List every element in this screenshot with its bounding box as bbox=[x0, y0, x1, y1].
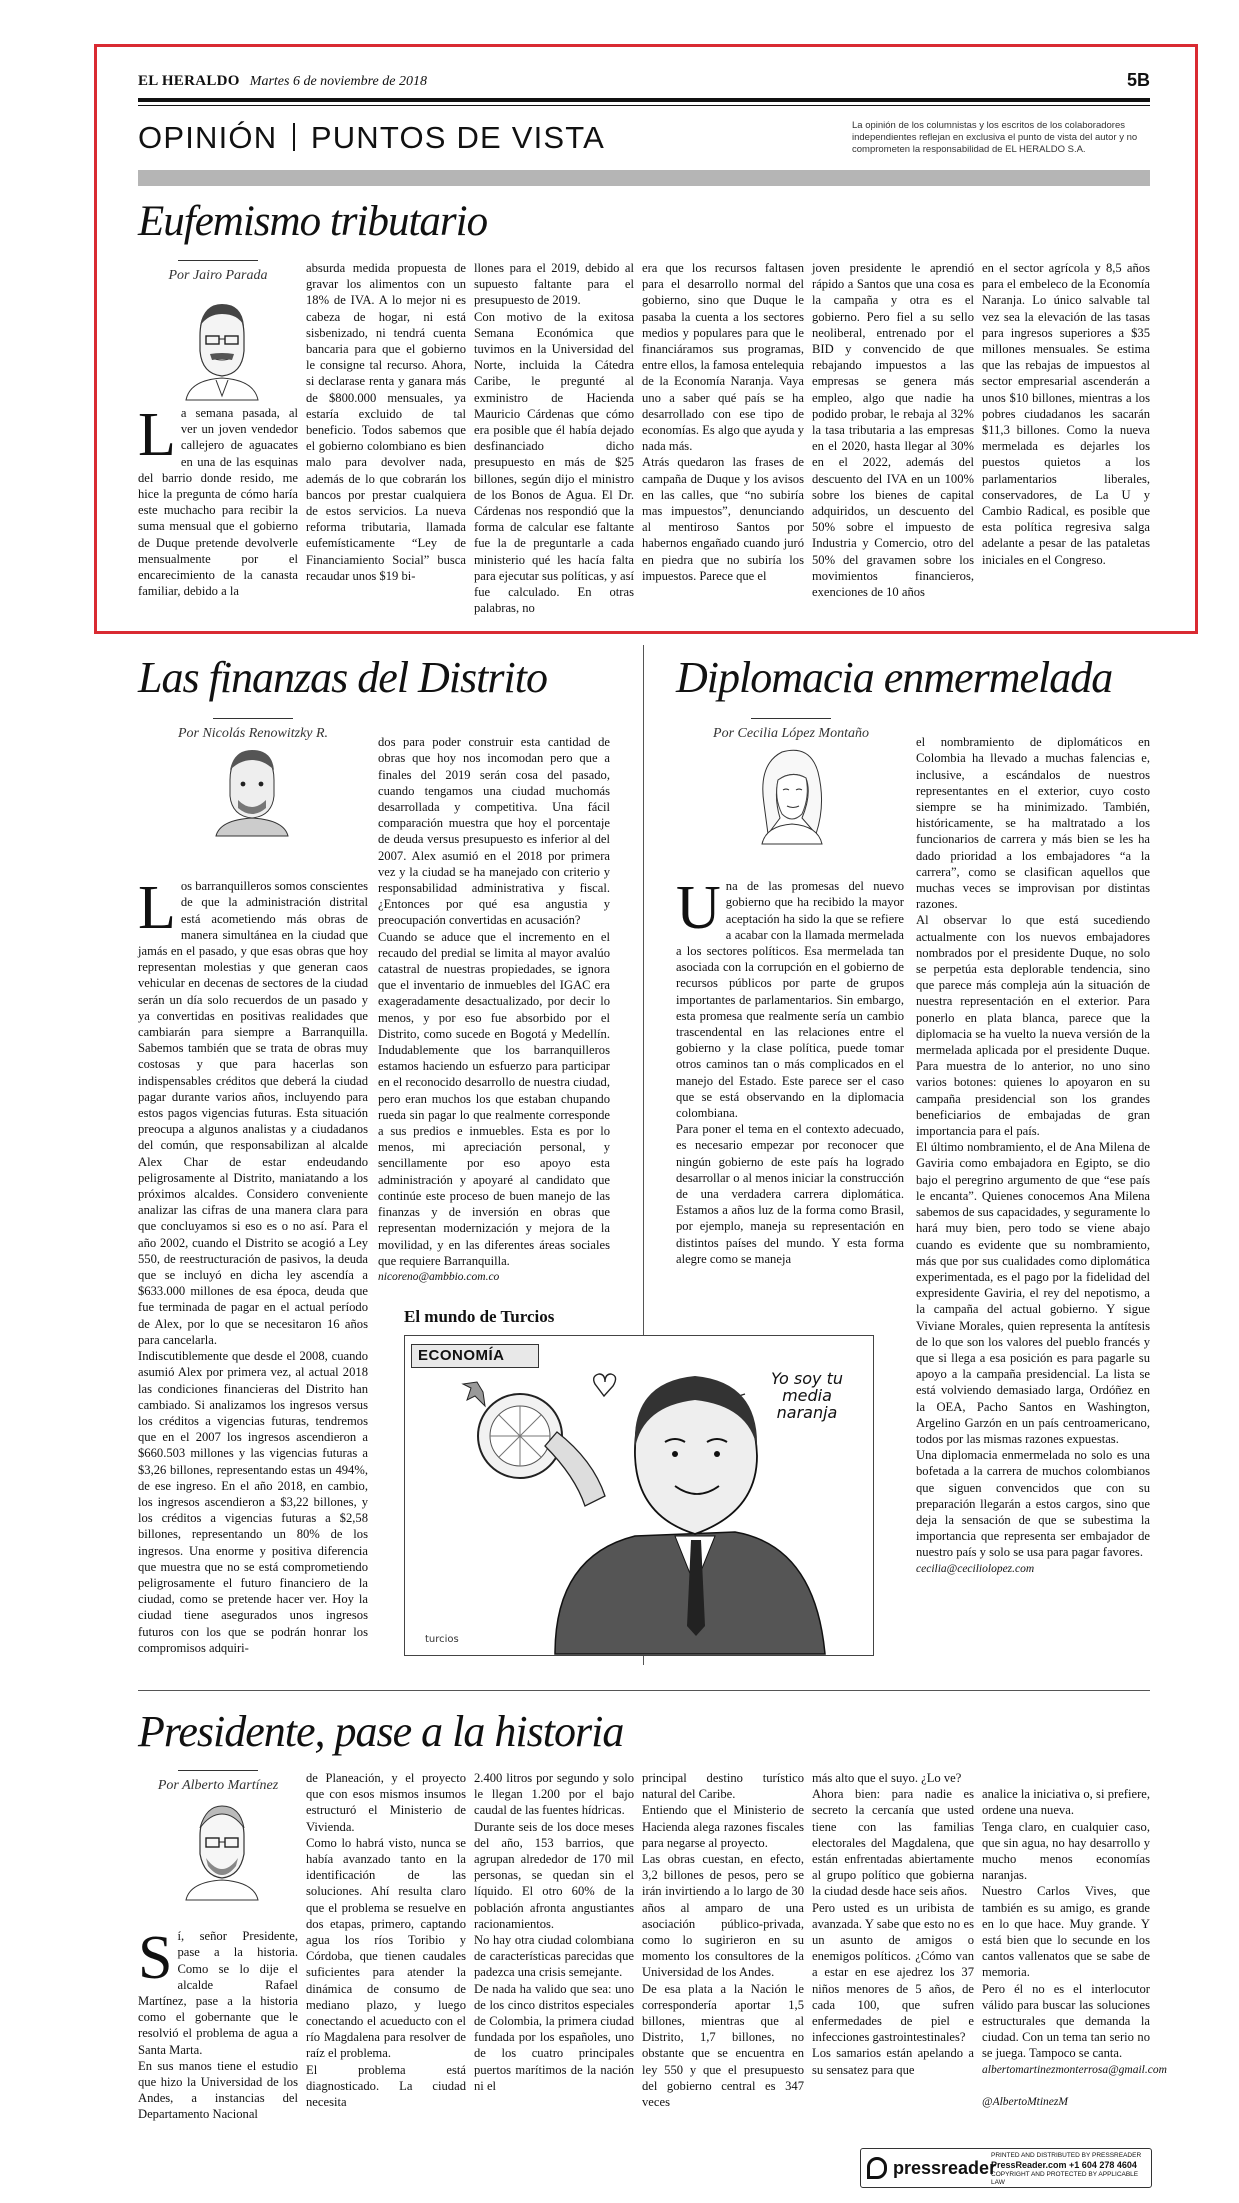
pressreader-line3: COPYRIGHT AND PROTECTED BY APPLICABLE LAW bbox=[991, 2171, 1139, 2186]
issue-date: Martes 6 de noviembre de 2018 bbox=[249, 74, 427, 89]
author-email[interactable]: albertomartinezmonterrosa@gmail.com bbox=[982, 2063, 1167, 2076]
article-byline bbox=[138, 1770, 298, 1795]
article-title: Presidente, pase a la historia bbox=[138, 1707, 624, 1756]
cartoon-signature: turcios bbox=[425, 1634, 459, 1645]
author-email[interactable]: nicoreno@ambbio.com.co bbox=[378, 1270, 500, 1283]
drop-cap: L bbox=[138, 401, 176, 469]
column-text: dos para poder construir esta cantidad de obras que hoy nos incomodan pero que a finales del 2019 serán cosa del pasado, cuando tengamos una ciudad muchomás desarrollada y competitiva. Una fácil comparación muestra que hoy el porcentaje de deuda versus presupuesto es inferior al del 2007. Alex asumió en el 2018 por primera vez y la ciudad se ha manejado con criterio y responsabilidad administrativa y fiscal. ¿Entonces por qué esa angustia y preocupación convertidas en acusación? Cuando se aduce que el incremento en el recaudo del predial se limita al mayor avalúo catastral de nuestras propiedades, se ignora que el inventario de inmuebles del IGAC era exageradamente desactualizado, por decir lo menos, y por eso fue absorbido por el Distrito, como sucede en Bogotá y Medellín. Indudablemente que los barranquilleros estamos haciendo un esfuerzo para participar en el reconocido desarrollo de nuestra ciudad, pero eran muchos los que estaban chupando rueda sin pagar lo que realmente corresponde a sus predios e inmuebles. Esta es por lo menos, mi apreciación personal, y sencillamente por eso apoyo esta administración y apoyaré al candidato que continúe este proceso de buen manejo de las finanzas y de inversión en obras que representan modernización y mejora de la movilidad, y en las diferentes áreas sociales que requiere Barranquilla. bbox=[378, 735, 610, 1268]
article-column: era que los recursos faltasen para el desarrollo normal del gobierno, sino que Duque le pasaba la cuenta a los sectores medios y populares para que le financiáramos sus programas, entre ellos, la famosa entelequia de la Economía Naranja. Vaya uno a saber qué país se ha desarrollado con ese tipo de economías. Es algo que ayuda y nada más. Atrás quedaron las frases de campaña de Duque y los avisos en las calles, que “no subiría mas impuestos”, denunciando al mentiroso Santos por habernos engañado cuando juró en piedra que no subiría los impuestos. Parece que el bbox=[642, 261, 804, 583]
article-byline bbox=[138, 718, 368, 743]
pressreader-badge[interactable] bbox=[860, 2148, 1152, 2188]
article-column bbox=[676, 862, 904, 1287]
byline-rule bbox=[751, 718, 831, 719]
article-column: de Planeación, y el proyecto que con esos mismos insumos estructuró el Ministerio de Vivienda. Como lo habrá visto, nunca se había avanzado tanto en la identificación de las soluciones. Ahí resulta claro que el problema se resuelve en dos etapas, primero, captando agua los ríos Toribio y Córdoba, que tienen caudales suficientes para atender la dinámica de consumo de mediano plazo, y luego conectando el acueducto con el río Magdalena para resolver de raíz el problema. El problema está diagnosticado. La ciudad necesita bbox=[306, 1771, 466, 2110]
pressreader-brand: pressreader bbox=[893, 2157, 997, 2178]
article-column: 2.400 litros por segundo y solo le llegan 1.200 por el bajo caudal de las fuentes hídricas. Durante seis de los doce meses del año, 153 barrios, que agrupan alrededor de 170 mil personas, se quedan sin el líquido. El otro 60% de la población afronta angustiantes racionamientos. No hay otra ciudad colombiana de características parecidas que padezca una crisis semejante. De nada ha valido que sea: uno de los cinco distritos especiales de Colombia, la primera ciudad fundada por los españoles, uno de los cuatro principales puertos marítimos de la nación ni el bbox=[474, 1771, 634, 2093]
author-portrait bbox=[752, 744, 832, 844]
article-title: Eufemismo tributario bbox=[138, 198, 488, 245]
byline-text: Por Alberto Martínez bbox=[157, 1778, 279, 1793]
article-column bbox=[138, 862, 368, 1655]
article-column: llones para el 2019, debido al supuesto faltante para el presupuesto de 2019. Con motivo de la exitosa Semana Económica que tuvimos en la Universidad del Norte, incluida la Cátedra Caribe, le pregunté al exministro de Hacienda Mauricio Cárdenas que cómo era posible que él había dejado desfinanciado dicho presupuesto en más de $25 billones, según dijo el ministro de los Bonos de Agua. El Dr. Cárdenas nos respondió que la forma de calcular ese faltante fue la de preguntarle a cada ministerio qué les hacía falta para ejecutar sus políticas, y así fue calculado. En otras palabras, no bbox=[474, 261, 634, 616]
article-title: Diplomacia enmermelada bbox=[676, 653, 1113, 702]
article-title: Las finanzas del Distrito bbox=[138, 653, 547, 702]
column-text: el nombramiento de diplomáticos en Colombia ha llevado a muchas falencias e, inclusive, a escándalos de nuestros representantes en el exterior, cuyo costo siempre se ha minimizado. También, históricamente, se ha maltratado a los funcionarios de carrera y más bien se les ha dado prioridad a los embajadores “a la carrera”, como se clasifican aquellos que muchas veces se improvisan por distintas razones. Al observar lo que está sucediendo actualmente con los nuevos embajadores nombrados por el presidente Duque, no solo se perpetúa esta deplorable tendencia, sino que parece más compleja aún la situación de nuestra representación en el exterior. Para ponerlo en plata blanca, parece que la diplomacia se ha vuelto la nueva versión de la mermelada aplicada por el presidente Duque. Para muestra de lo anterior, no uno sino varios botones: quienes lo apoyaron en su campaña presidencial son los grandes beneficiarios de embajadas de gran importancia para el país. El último nombramiento, el de Ana Milena de Gaviria como embajadora en Egipto, se dio bajo el peregrino argumento de que “ese país le encanta”. Quienes conocemos Ana Milena sabemos de sus capacidades, y seguramente lo hará muy bien, pero todo se viene abajo cuando es evidente que su nombramiento, más que por sus cualidades como diplomática experimentada, es el pago por la fidelidad del expresidente Gaviria, el rey del nepotismo, a la campaña del actual gobierno. Y sigue Viviane Morales, quien representa la antítesis de lo que son los valores del pueblo francés y que si llega a esa posición es para pagarle su apoyo a la campaña presidencial. La lista se está volviendo demasiado larga, Ordóñez en la OEA, Pacho Santos en Washington, Argelino Garzón en un país centroamericano, todos por las mismas razones expuestas. Una diplomacia enmermelada no solo es una bofetada a la carrera de muchos colombianos que siguen convencidos que con su preparación llegarán a estos cargos, sino que deja la sensación de que se subestima la importancia que representa ser embajador de nuestro país y solo se usa para pagar favores. bbox=[916, 735, 1150, 1560]
article-column: joven presidente le aprendió rápido a Santos que una cosa es la campaña y otra es el gobierno. Pero fiel a su sello neoliberal, entrenado por el BID y convencido de que rebajando impuestos a las empresas se genera más empleo, algo que nadie ha podido probar, le rebaja al 32% la tasa tributaria a las empresas en el 2020, hasta llegar al 30% en el 2022, además del descuento del IVA en un 100% sobre los bienes de capital adquiridos, un descuento del 50% sobre el impuesto de Industria y Comercio, otro del 50% del gravamen sobre los movimientos financieros, exenciones de 10 años bbox=[812, 261, 974, 600]
article-column bbox=[378, 718, 610, 1288]
drop-cap: L bbox=[138, 874, 176, 943]
section-disclaimer: La opinión de los columnistas y los escritos de los colaboradores independientes reflejan en exclusiva el punto de vista del autor y no comprometen la responsabilidad de EL HERALDO S.A. bbox=[852, 120, 1138, 155]
article-column: más alto que el suyo. ¿Lo ve? Ahora bien: para nadie es secreto la cercanía que usted tiene con las familias electorales del Magdalena, que están enfrentadas abiertamente al grupo político que gobierna la ciudad desde hace seis años. Pero usted es un uribista de avanzada. Y sabe que esto no es un asunto de amigos o enemigos políticos. ¿Cómo van a estar en ese ajedrez los 37 niños menores de 5 años, de cada 100, que sufren enfermedades de piel e infecciones gastrointestinales? Los samarios están apelando a su sensatez para que bbox=[812, 1771, 974, 2077]
section-sublabel: PUNTOS DE VISTA bbox=[310, 120, 605, 155]
column-text: os barranquilleros somos conscientes de que la administración distrital está acometiendo más obras de manera simultánea en la ciudad que jamás en el pasado, y que esas obras que hoy representan molestias y que generan caos vehicular en decenas de sectores de la ciudad serán un día solo recuerdos de un pasado y ya convertidas en positivas realidades que cambiarán para siempre a Barranquilla. Sabemos también que se trata de obras muy costosas y que para hacerlas son indispensables créditos que deberá la ciudad pagar durante varios años, incluyendo para estos pagos vigencias futuras. Esta situación preocupa a algunos analistas y a ciudadanos del común, que responsabilizan al alcalde Alex Char de estar endeudando peligrosamente al Distrito, maniatando a los próximos alcaldes. Considero conveniente analizar las cifras de una manera clara para que concluyamos si eso es o no así. Para el año 2002, cuando el Distrito se acogió a Ley 550, de reestructuración de pasivos, la deuda que se incluyó en dicha ley ascendía a $633.000 millones de esa época, deuda que fue terminada de pagar en el actual período de Alex, por lo que se necesitaron 16 años para cancelarla. Indiscutiblemente que desde el 2008, cuando asumió Alex por primera vez, al actual 2018 las condiciones financieras del Distrito han cambiado. Si analizamos los ingresos versus los créditos a vigencias futuras, tendremos que en el 2007 los ingresos ascendieron a $660.503 millones y las vigencias futuras a $3,26 billones, representando estas un 494%, de ese ingreso. En el año 2018, en cambio, los ingresos ascendieron a $3,22 billones, y los créditos a vigencias futuras a $2,58 billones, representando un 80% de los ingresos. Una enorme y positiva diferencia que muestra que no se está comprometiendo peligrosamente el futuro financiero de la ciudad, como se pretende hacer ver. Hoy la ciudad tiene asegurados unos ingresos futuros con los que se podrán honrar los compromisos adquiri- bbox=[138, 879, 368, 1655]
article-column bbox=[982, 1770, 1167, 2140]
newspaper-name: EL HERALDO bbox=[138, 73, 240, 89]
drop-cap: U bbox=[676, 874, 721, 943]
column-text: analice la iniciativa o, si prefiere, ordene una nueva. Tenga claro, en cualquier caso, que sin agua, no hay desarrollo y mucho menos economías naranjas. Nuestro Carlos Vives, que también es su amigo, es grande en lo que hace. Muy grande. Y está bien que lo secunde en los cantos vallenatos que se sabe de memoria. Pero él no es el interlocutor válido para buscar las soluciones estructurales que demanda la ciudad. Con un tema tan serio no se juega. Tampoco se canta. bbox=[982, 1787, 1150, 2061]
pressreader-line2: PressReader.com +1 604 278 4604 bbox=[991, 2160, 1137, 2170]
highlight-box bbox=[94, 44, 1198, 634]
byline-text: Por Jairo Parada bbox=[168, 268, 268, 283]
byline-text: Por Cecilia López Montaño bbox=[713, 726, 869, 741]
author-handle[interactable]: @AlbertoMtinezM bbox=[982, 2096, 1068, 2109]
byline-rule bbox=[213, 718, 293, 719]
drop-cap: S bbox=[138, 1924, 173, 1993]
article-column: en el sector agrícola y 8,5 años para el embeleco de la Economía Naranja. Lo único salvable tal vez sea la elevación de las tasas para ingresos superiores a $35 millones mensuales. Se estima que las rebajas de impuestos al sector empresarial ascenderán a unos $10 billones, mientras a los pobres ciudadanos les sacarán $11,3 billones. Como la nueva mermelada es dejarles los puestos quietos a los parlamentarios liberales, conservadores, de La U y Cambio Radical, es posible que esta política regresiva salga adelante a pesar de las pataletas iniciales en el Congreso. bbox=[982, 261, 1150, 567]
editorial-cartoon bbox=[404, 1335, 874, 1656]
author-portrait bbox=[212, 744, 292, 836]
author-email[interactable]: cecilia@ceciliolopez.com bbox=[916, 1562, 1035, 1575]
column-text: na de las promesas del nuevo gobierno que ha recibido la mayor aceptación ha sido la que se refiere a acabar con la llamada mermelada a los sectores políticos. Esa mermelada tan asociada con la corrupción en el gobierno de recursos públicos por parte de grupos importantes de parlamentarios. Sin embargo, esta promesa que realmente sería un cambio trascendental en las relaciones entre el gobierno y la clase política, puede tomar otros caminos tan o más complicados en el manejo del Estado. Este parece ser el caso que se está observando en la diplomacia colombiana. Para poner el tema en el contexto adecuado, es necesario empezar por reconocer que ningún gobierno de este país ha logrado desarrollar o al menos iniciar la construcción de una verdadera carrera diplomática. Estamos a años luz de la forma como Brasil, por ejemplo, maneja su representación en distintos países del mundo. Y esta forma alegre como se maneja bbox=[676, 879, 904, 1266]
byline-text: Por Nicolás Renowitzky R. bbox=[177, 726, 329, 741]
section-divider bbox=[138, 1690, 1150, 1691]
column-text: í, señor Presidente, pase a la historia. Como se lo dije el alcalde Rafael Martínez, pase a la historia como el gobernante que le resolvió el problema de agua a Santa Marta. En sus manos tiene el estudio que hizo la Universidad de los Andes, a instancias del Departamento Nacional bbox=[138, 1929, 298, 2122]
column-text: a semana pasada, al ver un joven vendedor callejero de aguacates en una de las esquinas del barrio donde resido, me hice la pregunta de cómo haría este muchacho para recibir la suma mensual que el gobierno de Duque pretende devolverle mensualmente por el encarecimiento de la canasta familiar, debido a la bbox=[138, 406, 298, 599]
cartoon-label: ECONOMÍA bbox=[411, 1344, 539, 1368]
cartoon-title: El mundo de Turcios bbox=[404, 1307, 555, 1326]
article-column bbox=[916, 718, 1150, 1668]
page-number: 5B bbox=[1126, 70, 1150, 90]
pressreader-line1: PRINTED AND DISTRIBUTED BY PRESSREADER bbox=[991, 2152, 1142, 2159]
section-label: OPINIÓN bbox=[138, 120, 278, 155]
article-byline bbox=[676, 718, 906, 743]
article-column bbox=[138, 1912, 298, 2187]
speech-bubble: Yo soy tu media naranja bbox=[771, 1369, 843, 1422]
article-column: principal destino turístico natural del Caribe. Entiendo que el Ministerio de Hacienda alega razones fiscales para negarse al proyecto. Las obras cuestan, en efecto, 3,2 billones de pesos, pero se irán invirtiendo a lo largo de 30 años al amparo de una asociación público-privada, como lo sugirieron en su momento los consultores de la Universidad de los Andes. De esa plata a la Nación le correspondería aportar 1,5 billones, mientras que al Distrito, 1,7 billones, no obstante que se encuentra en ley 550 y que el presupuesto del gobierno central es 347 veces bbox=[642, 1771, 804, 2110]
pressreader-info bbox=[991, 2152, 1146, 2187]
article-column: absurda medida propuesta de gravar los alimentos con un 18% de IVA. A lo mejor ni es cabeza de hogar, ni está sisbenizado, ni tendrá cuenta bancaria para que el gobierno le consigne tal recurso. Ahora, si declarase renta y ganara más de $800.000 mensuales, ya estaría excluido de tal beneficio. Todos sabemos que el gobierno colombiano es bien malo para devolver nada, además de lo que cobrarán los bancos por prestar cualquiera de estos servicios. La nueva reforma tributaria, llamada eufemísticamente “Ley de Financiamiento Social” busca recaudar unos $19 bi- bbox=[306, 261, 466, 583]
byline-rule bbox=[178, 1770, 258, 1771]
author-portrait bbox=[180, 1800, 264, 1900]
pressreader-logo-icon bbox=[867, 2157, 887, 2179]
